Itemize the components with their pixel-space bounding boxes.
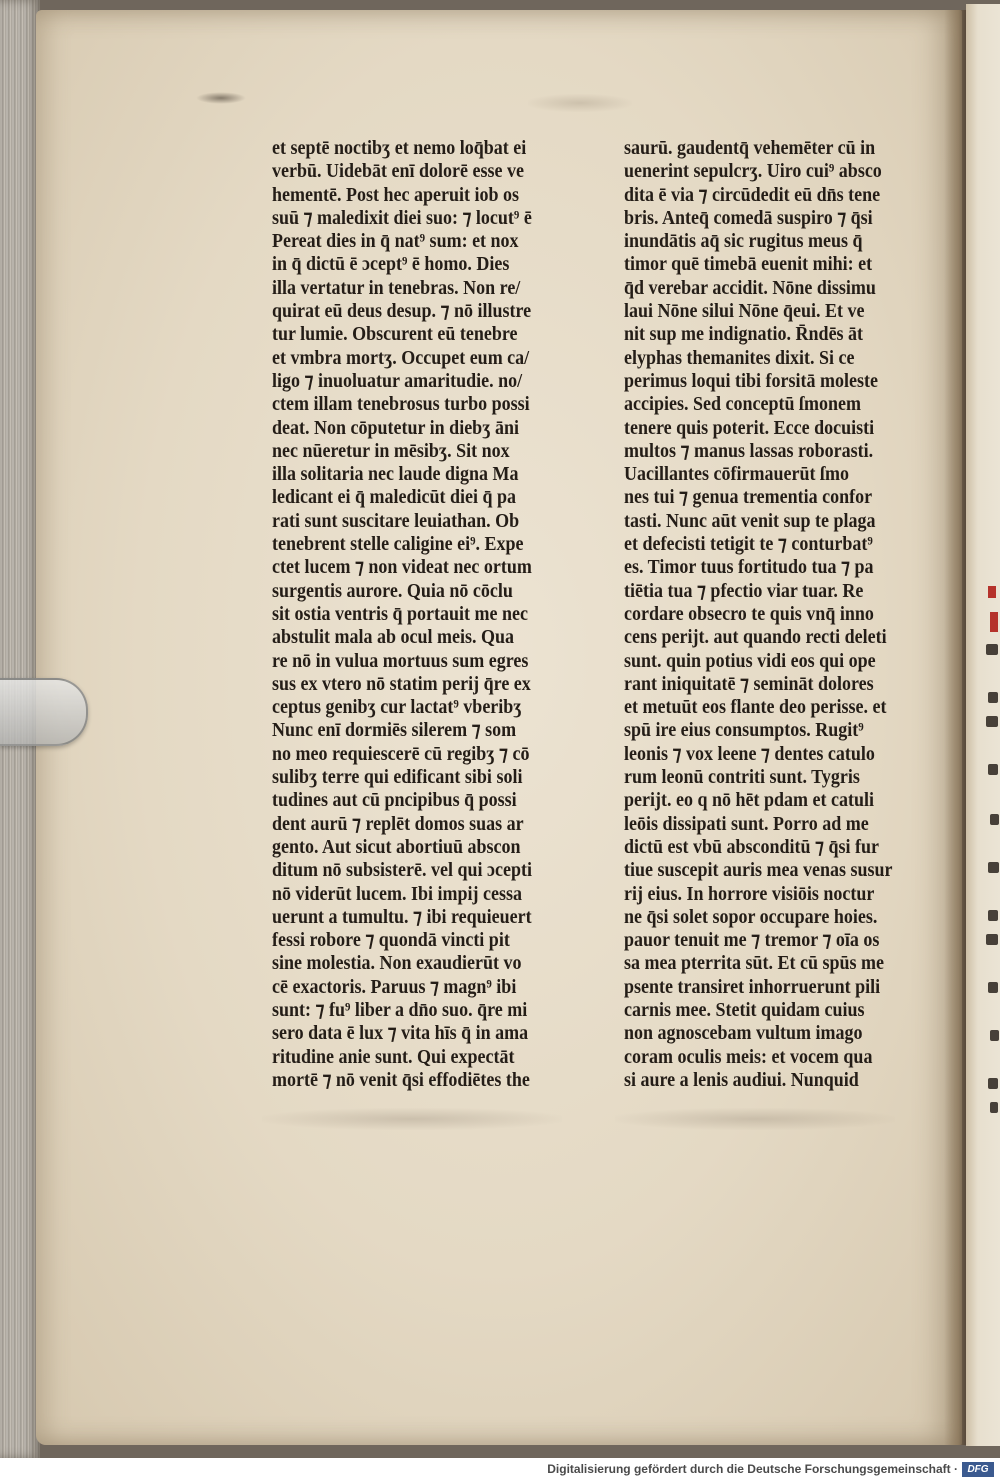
text-line: nes tui ⁊ genua trementia confor <box>624 486 873 509</box>
text-line: bris. Anteq̄ comedā suspiro ⁊ q̄si <box>624 206 873 229</box>
text-line: coram oculis meis: et vocem qua <box>624 1045 873 1068</box>
text-line: cē exactoris. Paruus ⁊ magn⁹ ibi <box>272 975 517 998</box>
text-line: illa solitaria nec laude digna Ma <box>272 463 519 486</box>
text-line: hementē. Post hec aperuit iob os <box>272 183 519 206</box>
text-line: perijt. eo q nō hēt pdam et catuli <box>624 789 874 812</box>
ink-fragment <box>990 1102 998 1113</box>
text-line: ditum nō subsisterē. vel qui ɔcepti <box>272 859 533 882</box>
footer-bar <box>0 1458 1000 1481</box>
text-line: abstulit mala ab ocul meis. Qua <box>272 626 515 649</box>
text-line: rum leonū contriti sunt. Tygris <box>624 766 860 789</box>
text-line: Uacillantes cōfirmauerūt ſmo <box>624 463 849 486</box>
text-line: sero data ē lux ⁊ vita hīs q̄ in ama <box>272 1022 529 1045</box>
text-line: dictū est vbū absconditū ⁊ q̄si fur <box>624 835 880 858</box>
text-column-left <box>272 137 604 1107</box>
text-line: gento. Aut sicut abortiuū abscon <box>272 835 521 858</box>
text-line: fessi robore ⁊ quondā vincti pit <box>272 929 510 952</box>
text-line: elyphas themanites dixit. Si ce <box>624 346 855 369</box>
text-line: sa mea pterrita sūt. Et cū spūs me <box>624 952 884 975</box>
text-line: sit ostia ventris q̄ portauit me nec <box>272 602 528 625</box>
text-line: saurū. gaudentq̄ vehemēter cū in <box>624 137 876 159</box>
text-line: ledicant ei q̄ maledicūt diei q̄ pa <box>272 486 517 509</box>
ink-smudge <box>196 92 246 104</box>
text-line: es. Timor tuus fortitudo tua ⁊ pa <box>624 556 874 579</box>
text-line: et defecisti tetigit te ⁊ conturbat⁹ <box>624 533 873 556</box>
text-line: ligo ⁊ inuoluatur amaritudie. no/ <box>272 369 523 392</box>
text-line: illa vertatur in tenebras. Non re/ <box>272 276 521 299</box>
plastic-page-clip <box>0 678 88 746</box>
ink-fragment <box>988 764 998 775</box>
text-line: sunt: ⁊ fu⁹ liber a dn̄o suo. q̄re mi <box>272 998 528 1021</box>
text-column-right <box>624 137 940 1107</box>
ink-fragment <box>988 910 998 921</box>
text-line: q̄d verebar accidit. Nōne dissimu <box>624 276 876 299</box>
text-line: verbū. Uidebāt enī dolorē esse ve <box>272 160 524 183</box>
text-line: spū ire eius consumptos. Rugit⁹ <box>624 719 864 742</box>
text-line: carnis mee. Stetit quidam cuius <box>624 998 865 1021</box>
text-line: multos ⁊ manus lassas roborasti. <box>624 439 874 462</box>
ink-fragment <box>986 644 998 655</box>
bleed-through-footer-right <box>615 1108 895 1130</box>
text-line: Nunc enī dormiēs silerem ⁊ som <box>272 719 517 742</box>
text-line: dita ē via ⁊ circūdedit eū dn̄s tene <box>624 183 881 206</box>
text-line: accipies. Sed conceptū ſmonem <box>624 393 861 416</box>
text-line: uenerint sepulcrʒ. Uiro cui⁹ absco <box>624 160 882 183</box>
text-line: inundātis aq̄ sic rugitus meus q̄ <box>624 230 863 253</box>
text-line: leonis ⁊ vox leene ⁊ dentes catulo <box>624 742 875 765</box>
text-line: et metuūt eos flante deo perisse. et <box>624 696 887 719</box>
bleed-through-footer-left <box>262 1108 562 1130</box>
ink-fragment <box>988 692 998 703</box>
ink-fragment <box>988 862 999 873</box>
text-line: ritudine anie sunt. Qui expectāt <box>272 1045 515 1068</box>
text-line: nec nūeretur in mēsibʒ. Sit nox <box>272 439 510 462</box>
text-line: sulibʒ terre qui edificant sibi soli <box>272 766 523 789</box>
text-line: cens perijt. aut quando recti deleti <box>624 626 887 649</box>
bleed-through-header <box>528 94 632 112</box>
ink-fragment <box>988 982 998 993</box>
dfg-logo: DFG <box>962 1462 994 1477</box>
text-line: et septē noctibʒ et nemo loq̄bat ei <box>272 137 527 159</box>
text-line: timor quē timebā euenit mihi: et <box>624 253 873 276</box>
text-line: tasti. Nunc aūt venit sup te plaga <box>624 509 876 532</box>
text-line: psente transiret inhorruerunt pili <box>624 975 881 998</box>
ink-fragment <box>990 1030 999 1041</box>
rubric-mark <box>990 612 998 632</box>
text-line: Pereat dies in q̄ nat⁹ sum: et nox <box>272 230 519 253</box>
text-line: nit sup me indignatio. R̄ndēs āt <box>624 323 864 346</box>
footer-funding-text: Digitalisierung gefördert durch die Deutsche Forschungsgemeinschaft · <box>547 1462 958 1476</box>
text-line: cordare obsecro te quis vnq̄ inno <box>624 602 874 625</box>
text-line: tiētia tua ⁊ pfectio viar tuar. Re <box>624 579 864 602</box>
text-line: si aure a lenis audiui. Nunquid <box>624 1068 859 1091</box>
text-line: rij eius. In horrore visiōis noctur <box>624 882 875 905</box>
text-line: tur lumie. Obscurent eū tenebre <box>272 323 518 346</box>
text-line: tenebrent stelle caligine ei⁹. Expe <box>272 533 524 556</box>
text-line: rati sunt suscitare leuiathan. Ob <box>272 509 520 532</box>
text-line: tiue suscepit auris mea venas susur <box>624 859 893 882</box>
text-line: sunt. quin potius vidi eos qui ope <box>624 649 876 672</box>
text-line: dent aurū ⁊ replēt domos suas ar <box>272 812 524 835</box>
text-line: surgentis aurore. Quia nō cōclu <box>272 579 513 602</box>
gutter-shadow <box>944 10 968 1445</box>
ink-fragment <box>988 1078 998 1089</box>
text-line: rant iniquitatē ⁊ semināt dolores <box>624 672 874 695</box>
text-line: sus ex vtero nō statim perij q̄re ex <box>272 672 531 695</box>
text-line: re nō in vulua mortuus sum egres <box>272 649 529 672</box>
text-line: sine molestia. Non exaudierūt vo <box>272 952 522 975</box>
text-line: uerunt a tumultu. ⁊ ibi requieuert <box>272 905 532 928</box>
ink-fragment <box>990 814 999 825</box>
text-line: tenere quis poterit. Ecce docuisti <box>624 416 875 439</box>
text-line: laui Nōne silui Nōne q̄eui. Et ve <box>624 300 865 323</box>
rubric-mark <box>988 586 996 598</box>
text-line: ne q̄si solet sopor occupare hoies. <box>624 905 878 928</box>
text-line: tudines aut cū pncipibus q̄ possi <box>272 789 517 812</box>
text-line: quirat eū deus desup. ⁊ nō illustre <box>272 300 532 323</box>
ink-fragment <box>986 934 998 945</box>
text-line: et vmbra mortʒ. Occupet eum ca/ <box>272 346 530 369</box>
text-line: ctet lucem ⁊ non videat nec ortum <box>272 556 532 579</box>
text-line: perimus loqui tibi forsitā moleste <box>624 369 878 392</box>
text-line: no meo requiescerē cū regibʒ ⁊ cō <box>272 742 530 765</box>
text-line: ceptus genibʒ cur lactat⁹ vberibʒ <box>272 696 522 719</box>
text-line: nō viderūt lucem. Ibi impij cessa <box>272 882 523 905</box>
text-line: in q̄ dictū ē ɔcept⁹ ē homo. Dies <box>272 253 510 276</box>
text-line: leōis dissipati sunt. Porro ad me <box>624 812 869 835</box>
text-line: mortē ⁊ nō venit q̄si effodiētes the <box>272 1068 530 1091</box>
facing-page-edge <box>966 4 1000 1446</box>
text-line: suū ⁊ maledixit diei suo: ⁊ locut⁹ ē <box>272 206 532 229</box>
text-line: pauor tenuit me ⁊ tremor ⁊ oīa os <box>624 929 880 952</box>
text-line: deat. Non cōputetur in diebʒ āni <box>272 416 519 439</box>
text-line: ctem illam tenebrosus turbo possi <box>272 393 530 416</box>
ink-fragment <box>986 716 998 727</box>
text-line: non agnoscebam vultum imago <box>624 1022 863 1045</box>
